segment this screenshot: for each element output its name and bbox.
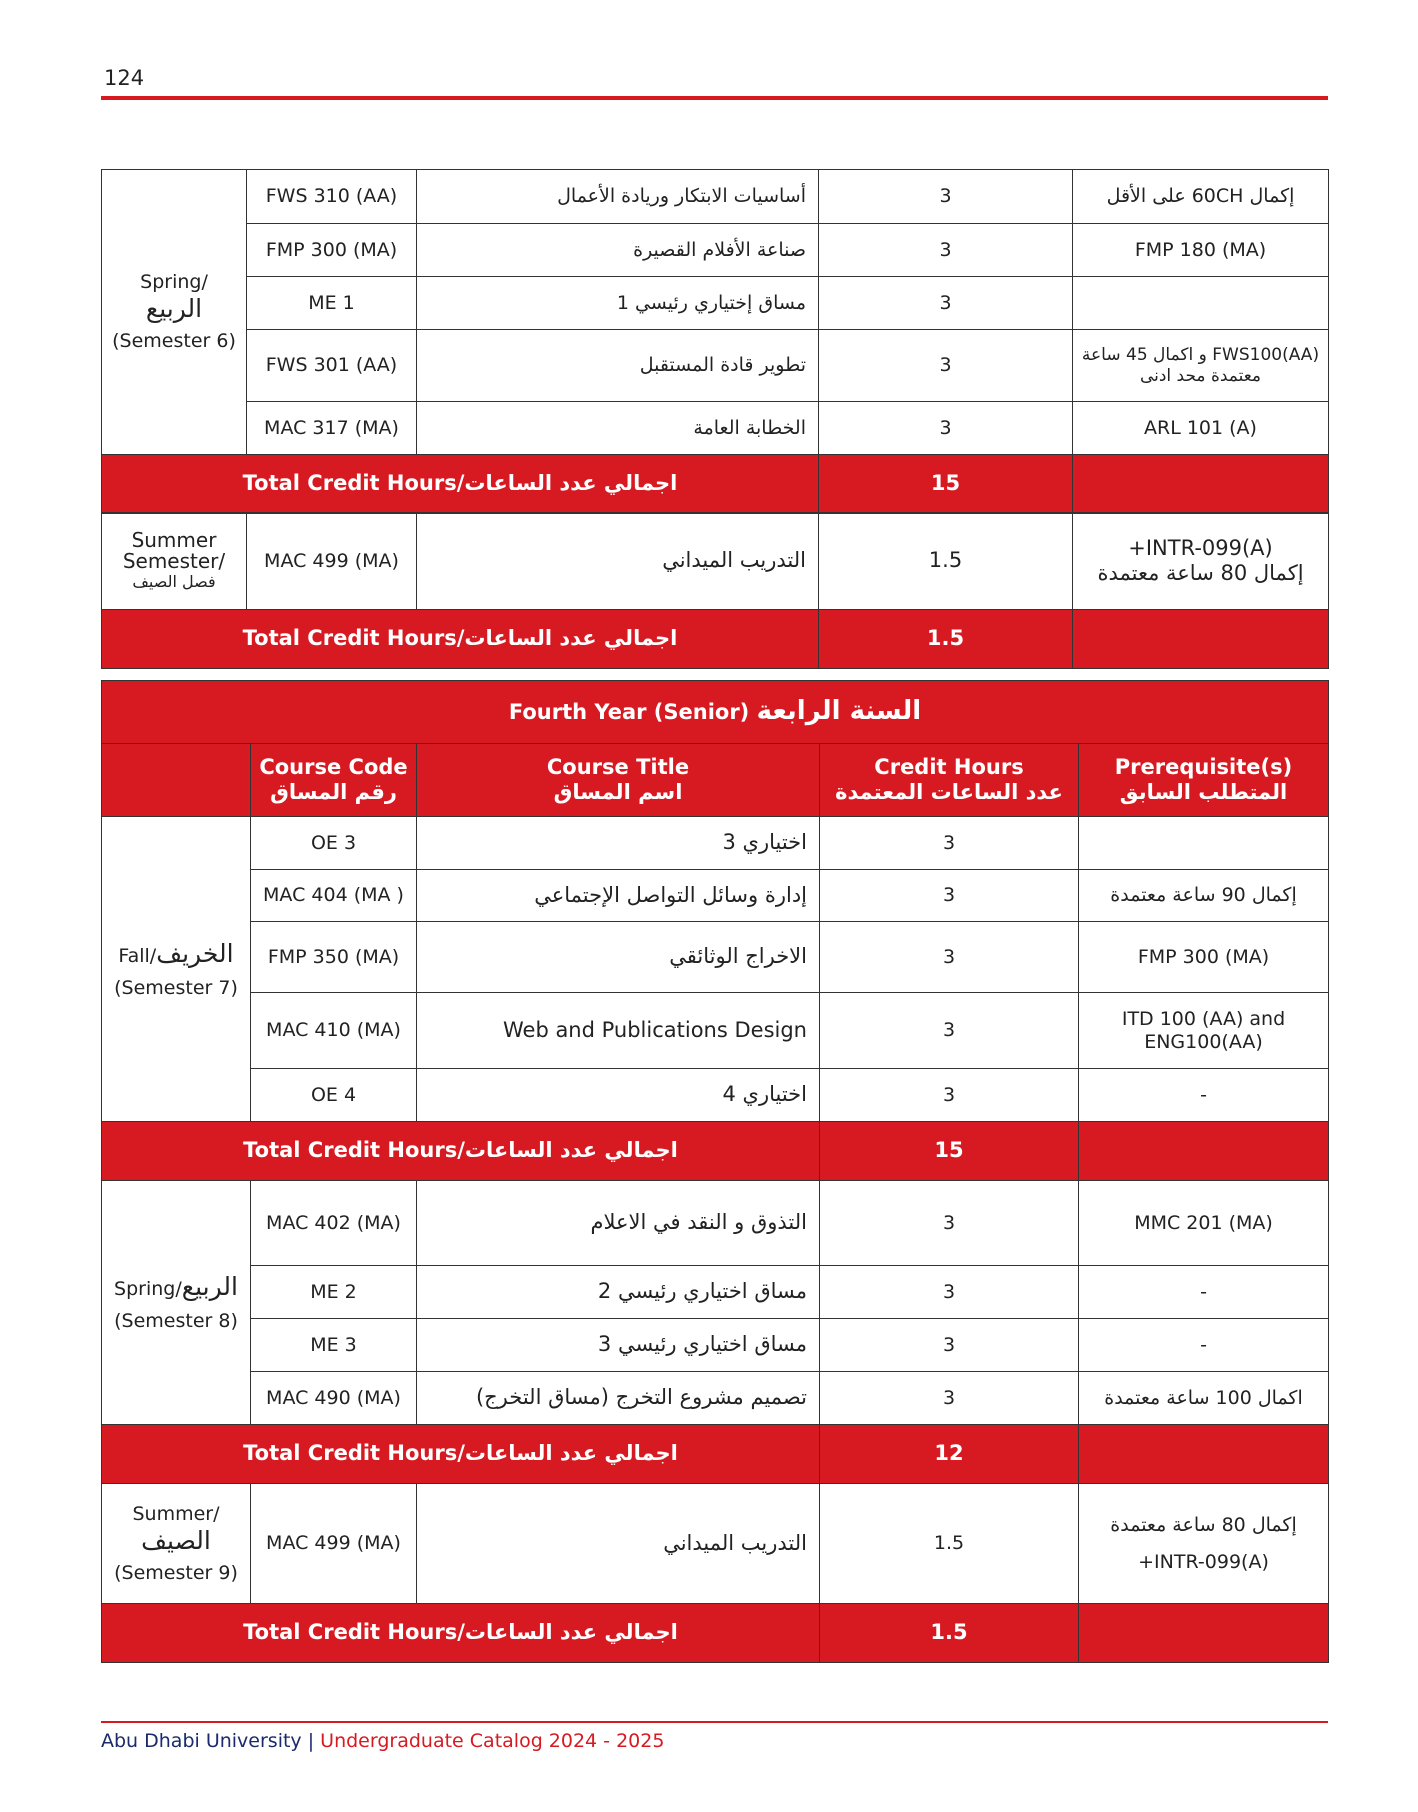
prerequisite: - [1079, 1266, 1329, 1319]
total-row [102, 1425, 1329, 1484]
course-code: MAC 317 (MA) [247, 402, 417, 455]
course-code: MAC 404 (MA ) [251, 870, 417, 922]
semester-number: (Semester 6) [112, 330, 236, 352]
header-en: Course Title [546, 754, 690, 779]
semester-name-en: Spring/ [114, 1278, 182, 1301]
table-row [102, 922, 1329, 993]
course-code: ME 2 [251, 1266, 417, 1319]
table-row [102, 330, 1329, 402]
table-row [102, 817, 1329, 870]
semester-label-spring-8 [102, 1181, 251, 1425]
semester-name-ar: الربيع [145, 294, 203, 323]
total-empty [1079, 1425, 1329, 1484]
prerequisite-line-1: إكمال 80 ساعة معتمدة [1110, 1513, 1297, 1536]
table-row [102, 1181, 1329, 1266]
year-title-row [102, 681, 1329, 744]
course-title: إدارة وسائل التواصل الإجتماعي [417, 870, 820, 922]
footer-university: Abu Dhabi University [101, 1730, 302, 1752]
total-row [102, 610, 1329, 669]
prerequisite: إكمال 60CH على الأقل [1073, 170, 1329, 224]
footer [101, 1730, 664, 1752]
prerequisite: ITD 100 (AA) and ENG100(AA) [1079, 993, 1329, 1069]
total-value: 15 [819, 455, 1073, 514]
course-code: MAC 402 (MA) [251, 1181, 417, 1266]
total-label: Total Credit Hours/اجمالي عدد الساعات [102, 455, 819, 514]
header-prerequisites [1079, 744, 1329, 817]
semester-name-ar: الربيع [181, 1272, 238, 1302]
column-header-row [102, 744, 1329, 817]
credit-hours: 3 [819, 330, 1073, 402]
semester-number: (Semester 9) [114, 1561, 238, 1584]
total-row [102, 1604, 1329, 1663]
prerequisite-line-1: +INTR-099(A) [1128, 535, 1273, 560]
total-label: Total Credit Hours/اجمالي عدد الساعات [102, 1604, 820, 1663]
total-value: 15 [820, 1122, 1079, 1181]
year-title [102, 681, 1329, 744]
course-title: تطوير قادة المستقبل [417, 330, 819, 402]
credit-hours: 3 [820, 870, 1079, 922]
course-title: الاخراج الوثائقي [417, 922, 820, 993]
footer-separator: | [301, 1730, 321, 1752]
credit-hours: 3 [820, 922, 1079, 993]
header-en: Course Code [259, 754, 408, 779]
credit-hours: 3 [820, 993, 1079, 1069]
semester-name-en: Summer [131, 528, 217, 553]
course-code: FWS 310 (AA) [247, 170, 417, 224]
course-title: التدريب الميداني [417, 513, 819, 610]
prerequisite [1079, 817, 1329, 870]
total-empty [1073, 455, 1329, 514]
semester-number: (Semester 8) [114, 1310, 238, 1333]
semester-label-fall-7 [102, 817, 251, 1122]
prerequisite-line-2: +INTR-099(A) [1138, 1550, 1269, 1573]
credit-hours: 3 [820, 817, 1079, 870]
total-label: Total Credit Hours/اجمالي عدد الساعات [102, 1122, 820, 1181]
course-title: Web and Publications Design [417, 993, 820, 1069]
table-row [102, 1484, 1329, 1604]
table-row [102, 513, 1329, 610]
table-row [102, 993, 1329, 1069]
semester-name-ar: الخريف [156, 938, 234, 968]
prerequisite: MMC 201 (MA) [1079, 1181, 1329, 1266]
header-ar: عدد الساعات المعتمدة [835, 780, 1063, 804]
table-row [102, 402, 1329, 455]
semester-name-ar: فصل الصيف [132, 572, 216, 592]
course-code: MAC 499 (MA) [251, 1484, 417, 1604]
credit-hours: 1.5 [820, 1484, 1079, 1604]
header-empty [102, 744, 251, 817]
semester-label-spring-6 [102, 170, 247, 455]
table-row [102, 1266, 1329, 1319]
table-row [102, 224, 1329, 277]
prerequisite: - [1079, 1319, 1329, 1372]
course-title: الخطابة العامة [417, 402, 819, 455]
course-title: التدريب الميداني [417, 1484, 820, 1604]
spring-semester-6-table [101, 169, 1329, 514]
header-rule [101, 96, 1328, 100]
semester-label-summer [102, 513, 247, 610]
course-code: ME 1 [247, 277, 417, 330]
header-ar: اسم المساق [553, 780, 683, 804]
fourth-year-table [101, 680, 1329, 1663]
header-course-code [251, 744, 417, 817]
footer-catalog: Undergraduate Catalog 2024 - 2025 [320, 1730, 665, 1752]
header-en: Prerequisite(s) [1114, 754, 1293, 779]
course-code: OE 3 [251, 817, 417, 870]
course-title: صناعة الأفلام القصيرة [417, 224, 819, 277]
credit-hours: 3 [820, 1319, 1079, 1372]
credit-hours: 3 [820, 1069, 1079, 1122]
semester-number: (Semester 7) [114, 976, 238, 999]
course-code: FWS 301 (AA) [247, 330, 417, 402]
summer-semester-table [101, 512, 1329, 669]
header-en: Credit Hours [874, 754, 1024, 779]
credit-hours: 3 [820, 1266, 1079, 1319]
credit-hours: 3 [819, 224, 1073, 277]
footer-rule [101, 1721, 1328, 1723]
course-title: مساق اختياري رئيسي 3 [417, 1319, 820, 1372]
semester-name-en-2: Semester/ [122, 549, 226, 574]
total-empty [1079, 1122, 1329, 1181]
semester-name-ar: الصيف [141, 1525, 211, 1555]
course-title: تصميم مشروع التخرج (مساق التخرج) [417, 1372, 820, 1425]
prerequisite-line-2: إكمال 80 ساعة معتمدة [1097, 561, 1304, 585]
prerequisite: اكمال 100 ساعة معتمدة [1079, 1372, 1329, 1425]
course-code: FMP 350 (MA) [251, 922, 417, 993]
total-empty [1073, 610, 1329, 669]
table-row [102, 277, 1329, 330]
year-title-en: Fourth Year (Senior) [508, 700, 750, 725]
credit-hours: 1.5 [819, 513, 1073, 610]
course-code: MAC 499 (MA) [247, 513, 417, 610]
prerequisite [1073, 513, 1329, 610]
header-course-title [417, 744, 820, 817]
course-title: اختياري 4 [417, 1069, 820, 1122]
course-code: OE 4 [251, 1069, 417, 1122]
table-row [102, 1069, 1329, 1122]
credit-hours: 3 [819, 170, 1073, 224]
header-credit-hours [820, 744, 1079, 817]
table-row [102, 170, 1329, 224]
page-number: 124 [104, 66, 145, 90]
credit-hours: 3 [819, 402, 1073, 455]
credit-hours: 3 [820, 1181, 1079, 1266]
prerequisite [1073, 277, 1329, 330]
semester-name-en: Summer/ [132, 1502, 220, 1525]
header-ar: المتطلب السابق [1119, 780, 1288, 804]
course-title: التذوق و النقد في الاعلام [417, 1181, 820, 1266]
course-code: FMP 300 (MA) [247, 224, 417, 277]
prerequisite [1079, 1484, 1329, 1604]
total-label: Total Credit Hours/اجمالي عدد الساعات [102, 610, 819, 669]
total-value: 1.5 [819, 610, 1073, 669]
semester-label-summer-9 [102, 1484, 251, 1604]
credit-hours: 3 [819, 277, 1073, 330]
course-code: MAC 490 (MA) [251, 1372, 417, 1425]
course-title: مساق إختياري رئيسي 1 [417, 277, 819, 330]
prerequisite: إكمال 90 ساعة معتمدة [1079, 870, 1329, 922]
credit-hours: 3 [820, 1372, 1079, 1425]
semester-name-en: Spring/ [140, 271, 208, 294]
course-title: مساق اختياري رئيسي 2 [417, 1266, 820, 1319]
header-ar: رقم المساق [270, 780, 397, 804]
total-row [102, 455, 1329, 514]
semester-name-en: Fall/ [118, 944, 157, 967]
table-row [102, 1319, 1329, 1372]
prerequisite: - [1079, 1069, 1329, 1122]
course-code: ME 3 [251, 1319, 417, 1372]
prerequisite: FMP 300 (MA) [1079, 922, 1329, 993]
prerequisite: FWS100(AA) و اكمال 45 ساعة معتمدة محد ادنى [1073, 330, 1329, 402]
year-title-ar: السنة الرابعة [756, 696, 922, 727]
total-empty [1079, 1604, 1329, 1663]
total-row [102, 1122, 1329, 1181]
course-title: أساسيات الابتكار وريادة الأعمال [417, 170, 819, 224]
total-value: 12 [820, 1425, 1079, 1484]
prerequisite: FMP 180 (MA) [1073, 224, 1329, 277]
total-label: Total Credit Hours/اجمالي عدد الساعات [102, 1425, 820, 1484]
total-value: 1.5 [820, 1604, 1079, 1663]
table-row [102, 1372, 1329, 1425]
prerequisite: ARL 101 (A) [1073, 402, 1329, 455]
table-row [102, 870, 1329, 922]
course-title: اختياري 3 [417, 817, 820, 870]
course-code: MAC 410 (MA) [251, 993, 417, 1069]
